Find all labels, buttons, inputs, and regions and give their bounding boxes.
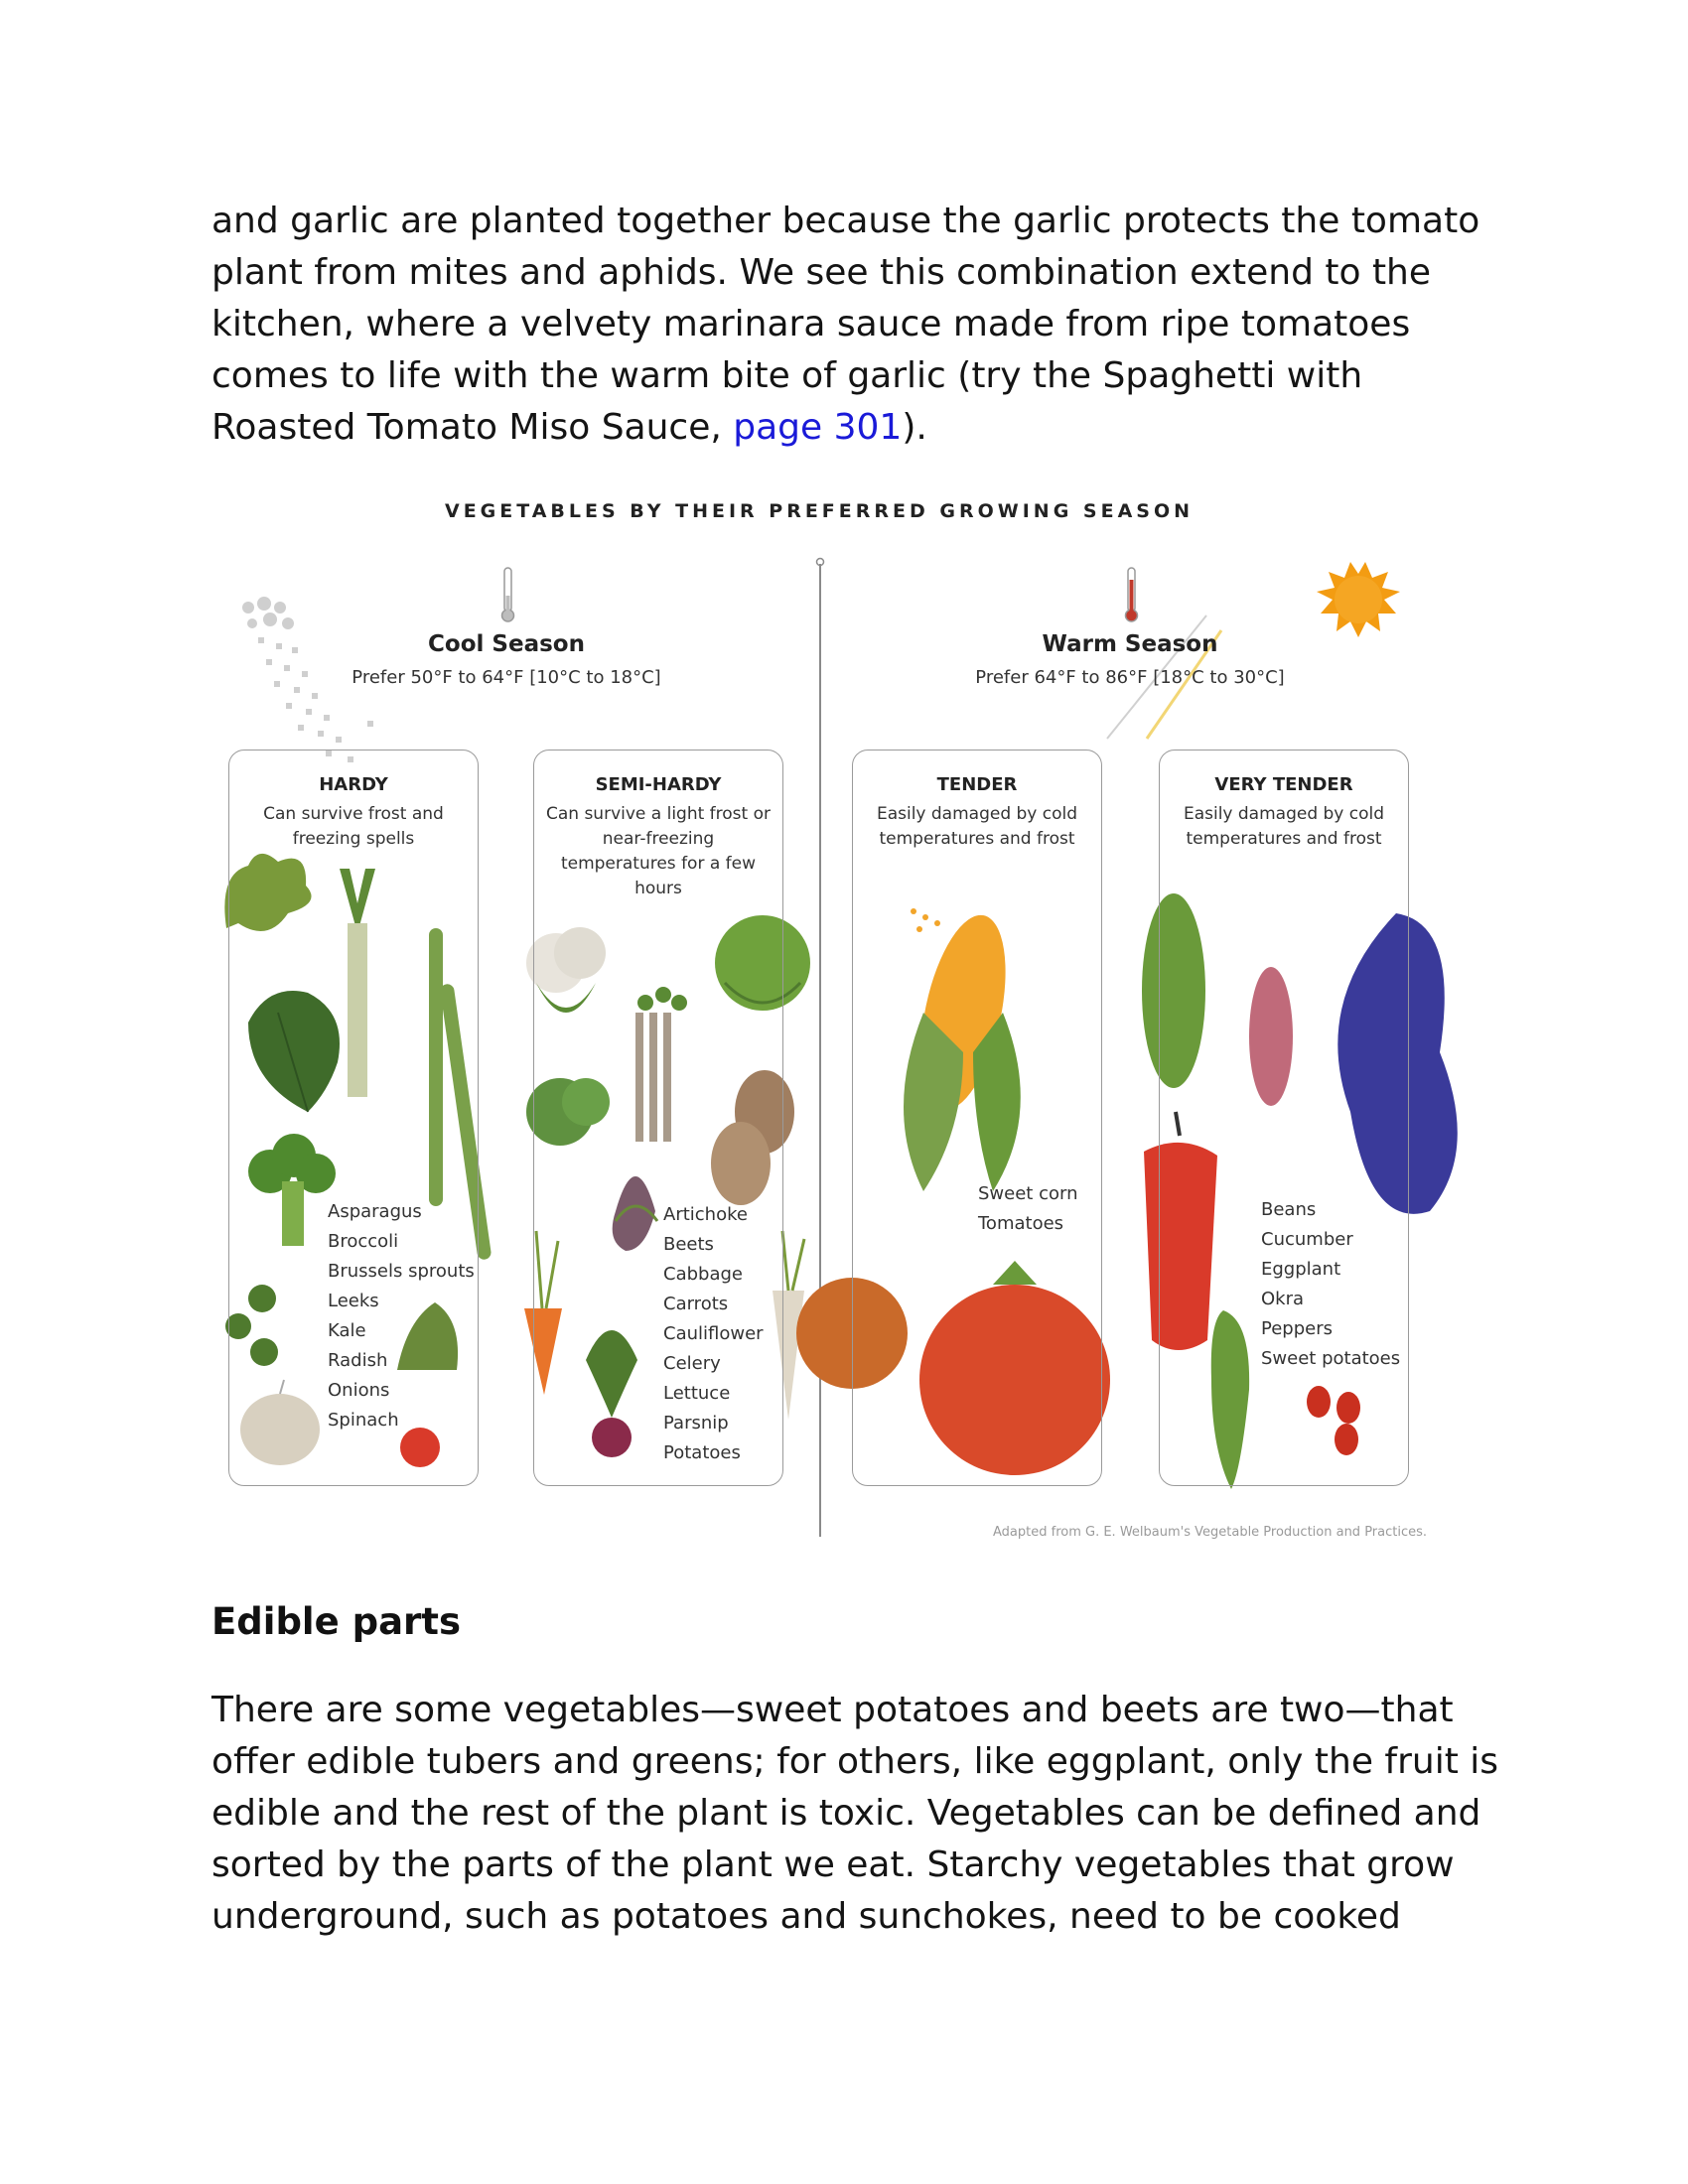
cool-season-range: Prefer 50°F to 64°F [10°C to 18°C] <box>352 667 661 688</box>
list-item: Okra <box>1261 1289 1305 1309</box>
list-item: Beets <box>663 1234 714 1255</box>
list-item: Artichoke <box>663 1204 748 1225</box>
list-item: Peppers <box>1261 1318 1333 1339</box>
list-item: Brussels sprouts <box>328 1261 475 1282</box>
list-item: Sweet corn <box>978 1183 1078 1204</box>
tender-column <box>852 750 1102 1486</box>
list-item: Sweet potatoes <box>1261 1348 1401 1369</box>
list-item: Potatoes <box>663 1442 741 1463</box>
page-link[interactable]: page 301 <box>733 407 903 448</box>
column-heading: HARDY <box>319 774 388 795</box>
list-item: Onions <box>328 1380 390 1401</box>
column-description: Can survive frost and freezing spells <box>263 804 444 849</box>
intro-paragraph <box>211 196 1502 454</box>
semi-hardy-list <box>663 1200 764 1468</box>
column-description: Easily damaged by cold temperatures and frost <box>1183 804 1385 849</box>
list-item: Celery <box>663 1353 721 1374</box>
list-item: Carrots <box>663 1294 729 1314</box>
thermometer-warm-icon <box>1126 568 1138 621</box>
figure-title: VEGETABLES BY THEIR PREFERRED GROWING SEASON <box>444 500 1195 522</box>
list-item: Radish <box>328 1350 388 1371</box>
intro-text-end: ). <box>902 407 927 448</box>
cool-season-title: Cool Season <box>428 631 585 657</box>
warm-season-title: Warm Season <box>1042 631 1218 657</box>
growing-season-figure <box>209 496 1489 1549</box>
warm-season-range: Prefer 64°F to 86°F [18°C to 30°C] <box>975 667 1285 688</box>
figure-credit: Adapted from G. E. Welbaum's Vegetable Production and Practices. <box>993 1525 1428 1540</box>
semi-hardy-column <box>533 750 783 1486</box>
list-item: Eggplant <box>1261 1259 1341 1280</box>
list-item: Spinach <box>328 1410 399 1431</box>
list-item: Leeks <box>328 1291 379 1311</box>
list-item: Asparagus <box>328 1201 422 1222</box>
tender-list <box>978 1179 1077 1239</box>
column-description: Easily damaged by cold temperatures and frost <box>876 804 1078 849</box>
very-tender-column <box>1159 750 1409 1486</box>
list-item: Parsnip <box>663 1413 729 1433</box>
list-item: Beans <box>1261 1199 1317 1220</box>
list-item: Cauliflower <box>663 1323 764 1344</box>
list-item: Lettuce <box>663 1383 731 1404</box>
body-paragraph: There are some vegetables—sweet potatoes and beets are two—that offer edible tubers and greens; for others, like eggplant, only the fruit is edible and the rest of the plant is toxic. Vegetables can be defined and sorted by the parts of the plant we eat. Starchy vegetables that grow underground, such as potatoes and sunchokes, need to be cooked <box>211 1690 1499 1937</box>
column-heading: SEMI-HARDY <box>595 774 722 795</box>
hardy-list <box>328 1197 475 1435</box>
section-heading: Edible parts <box>211 1600 461 1643</box>
list-item: Broccoli <box>328 1231 399 1252</box>
thermometer-cool-icon <box>502 568 514 621</box>
list-item: Tomatoes <box>978 1213 1064 1234</box>
list-item: Cucumber <box>1261 1229 1353 1250</box>
very-tender-list <box>1261 1195 1400 1374</box>
column-description: Can survive a light frost or near-freezing temperatures for a few hours <box>545 804 771 898</box>
column-heading: TENDER <box>936 774 1018 795</box>
hardy-column <box>228 750 479 1486</box>
list-item: Cabbage <box>663 1264 743 1285</box>
intro-text: and garlic are planted together because the garlic protects the tomato plant from mites and aphids. We see this combination extend to the kitchen, where a velvety marinara sauce made from ripe tomatoes comes to life with the warm bite of garlic (try the Spaghetti with Roasted Tomato Miso Sauce, <box>211 201 1480 448</box>
column-heading: VERY TENDER <box>1214 774 1353 795</box>
list-item: Kale <box>328 1320 366 1341</box>
